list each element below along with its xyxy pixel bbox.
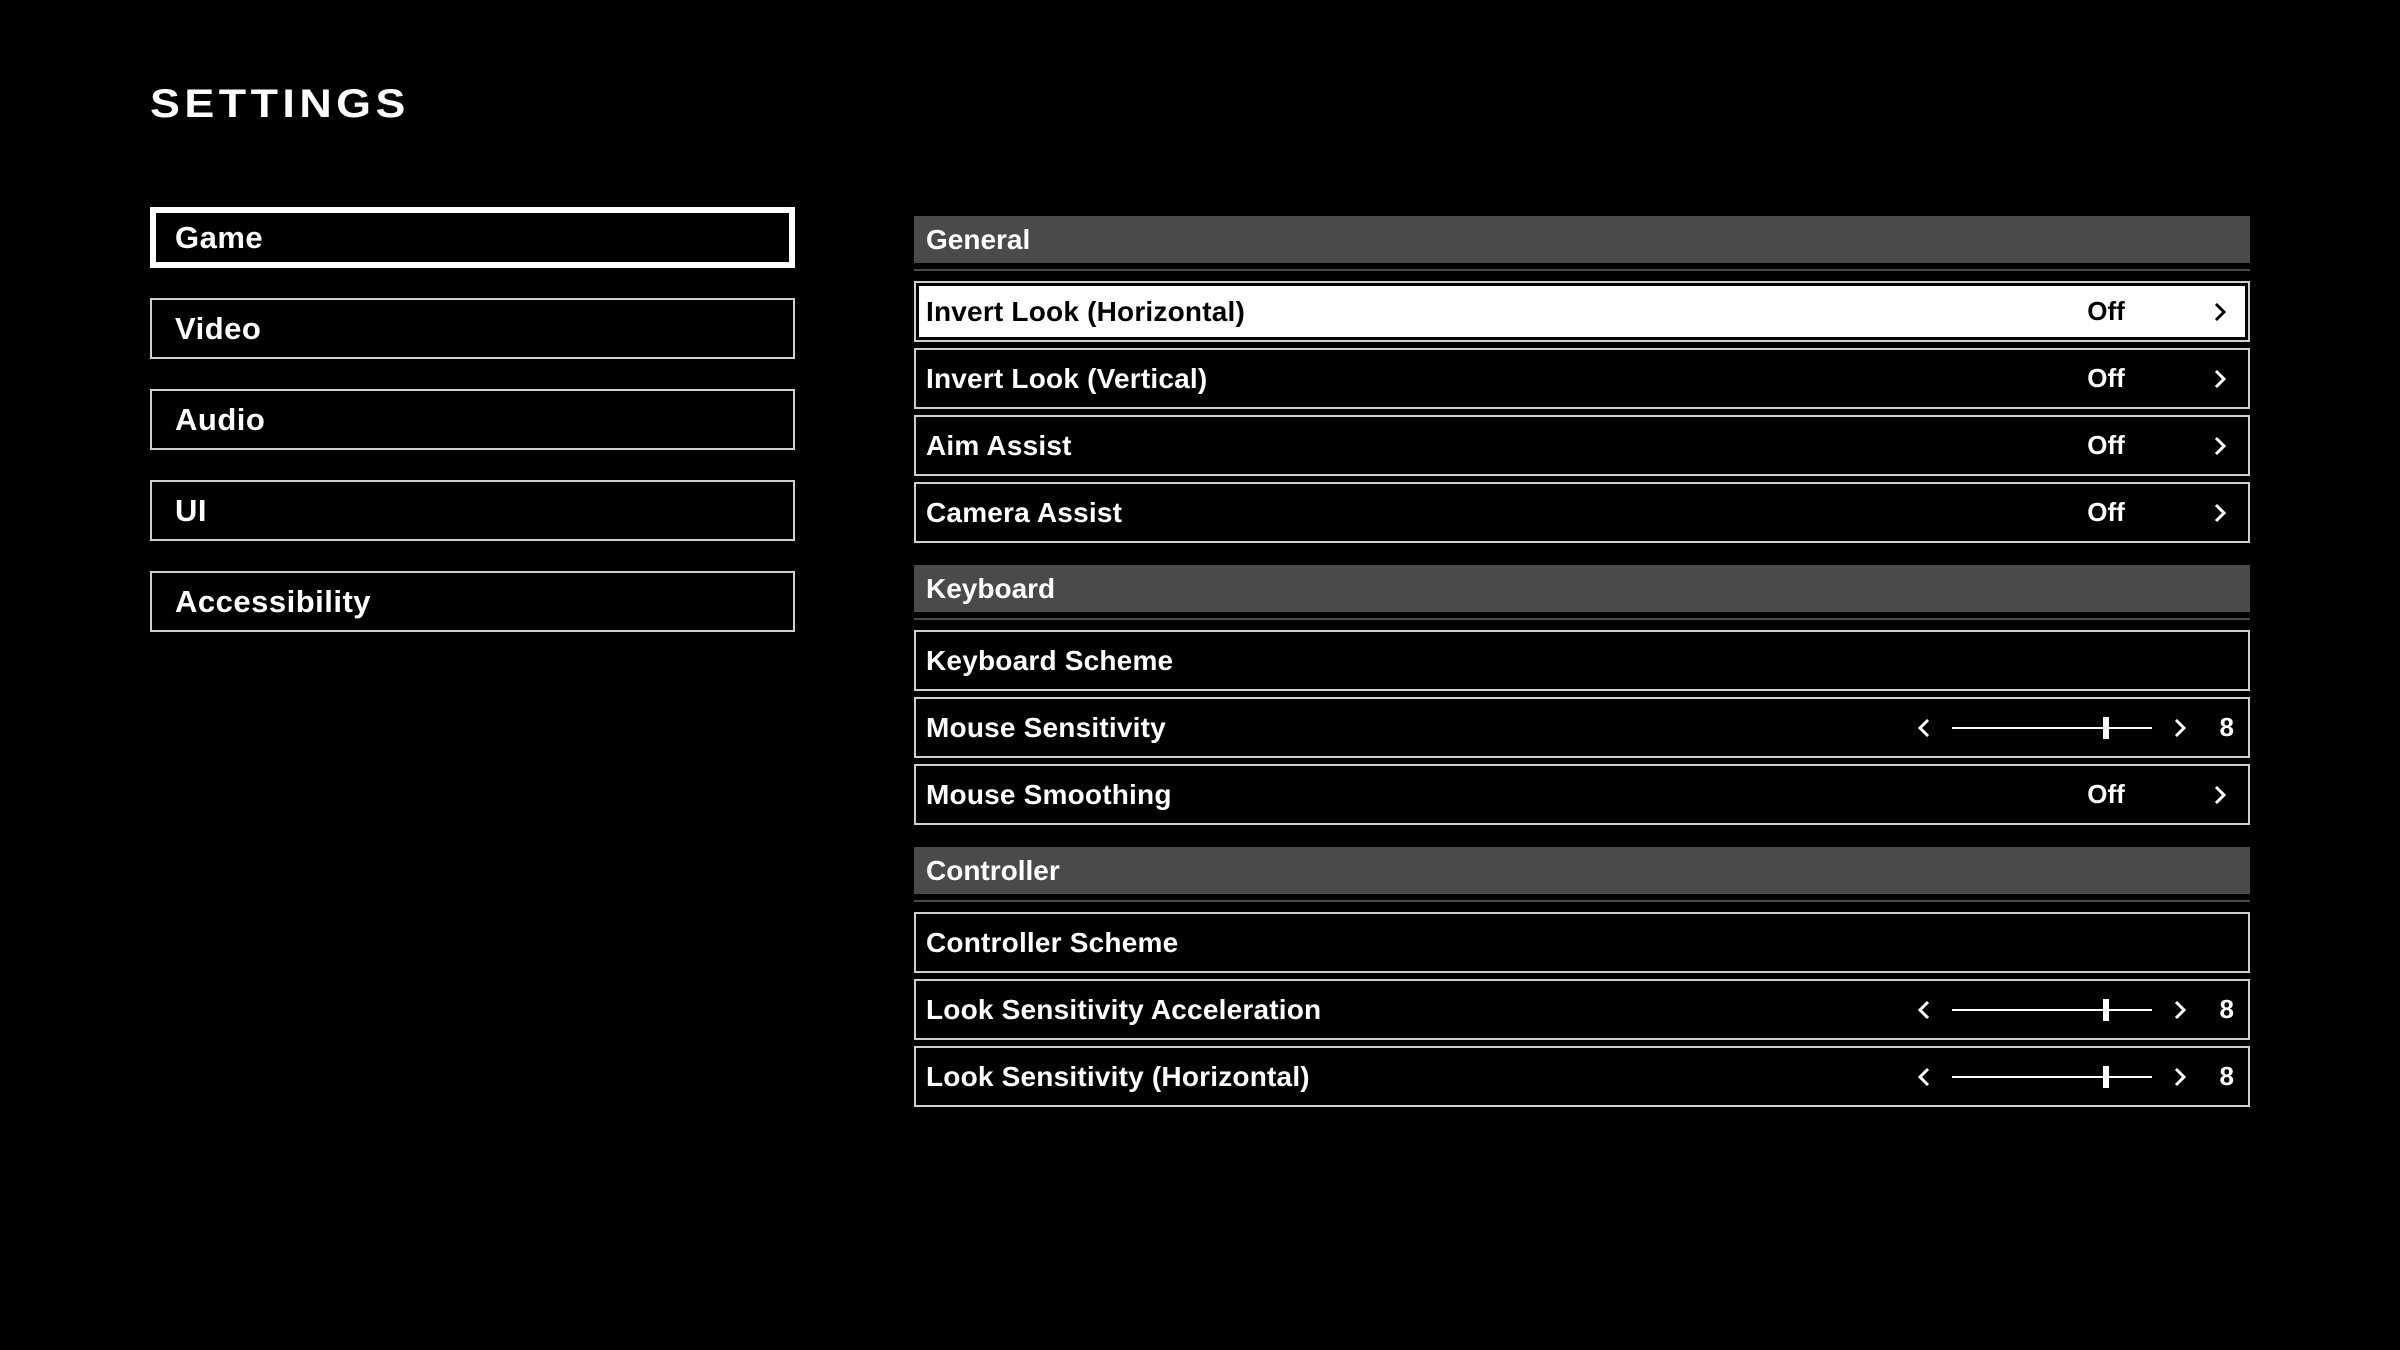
nav-item-audio[interactable] xyxy=(150,389,795,450)
setting-camera-assist[interactable] xyxy=(914,482,2250,543)
look-horizontal-slider xyxy=(1910,1061,2234,1092)
nav-item-video[interactable] xyxy=(150,298,795,359)
setting-mouse-sensitivity[interactable] xyxy=(914,697,2250,758)
setting-invert-look-horizontal[interactable] xyxy=(914,281,2250,342)
setting-look-sensitivity-acceleration[interactable] xyxy=(914,979,2250,1040)
slider-thumb[interactable] xyxy=(2103,717,2109,739)
slider-line xyxy=(1952,1076,2152,1078)
chevron-right-icon[interactable] xyxy=(2206,781,2234,809)
section-header-keyboard xyxy=(914,565,2250,612)
page-title: SETTINGS xyxy=(150,82,410,126)
look-acceleration-slider xyxy=(1910,994,2234,1025)
section-label: Controller xyxy=(926,854,1060,886)
slider-track[interactable] xyxy=(1952,1065,2152,1089)
setting-invert-look-vertical[interactable] xyxy=(914,348,2250,409)
setting-label: Look Sensitivity (Horizontal) xyxy=(926,1060,1310,1092)
setting-value: Off xyxy=(2087,430,2125,460)
chevron-right-icon[interactable] xyxy=(2166,1063,2194,1091)
setting-mouse-smoothing[interactable] xyxy=(914,764,2250,825)
nav-item-label: Audio xyxy=(175,401,266,437)
slider-value: 8 xyxy=(2219,712,2234,742)
setting-aim-assist[interactable] xyxy=(914,415,2250,476)
setting-label: Keyboard Scheme xyxy=(926,644,1174,676)
setting-label: Aim Assist xyxy=(926,429,1072,461)
slider-track[interactable] xyxy=(1952,716,2152,740)
section-label: Keyboard xyxy=(926,572,1056,604)
setting-value: Off xyxy=(2087,296,2125,326)
nav-item-label: Accessibility xyxy=(175,583,372,619)
slider-thumb[interactable] xyxy=(2103,1066,2109,1088)
chevron-left-icon[interactable] xyxy=(1910,1063,1938,1091)
slider-line xyxy=(1952,727,2152,729)
chevron-right-icon[interactable] xyxy=(2166,996,2194,1024)
setting-label: Invert Look (Horizontal) xyxy=(926,295,1246,327)
chevron-right-icon[interactable] xyxy=(2206,432,2234,460)
section-header-controller xyxy=(914,847,2250,894)
setting-value: Off xyxy=(2087,497,2125,527)
setting-look-sensitivity-horizontal[interactable] xyxy=(914,1046,2250,1107)
setting-label: Camera Assist xyxy=(926,496,1123,528)
chevron-left-icon[interactable] xyxy=(1910,714,1938,742)
chevron-right-icon[interactable] xyxy=(2166,714,2194,742)
section-label: General xyxy=(926,223,1031,255)
nav-item-label: Video xyxy=(175,310,262,346)
slider-track[interactable] xyxy=(1952,998,2152,1022)
chevron-right-icon[interactable] xyxy=(2206,365,2234,393)
setting-label: Invert Look (Vertical) xyxy=(926,362,1208,394)
slider-thumb[interactable] xyxy=(2103,999,2109,1021)
slider-value: 8 xyxy=(2219,1061,2234,1091)
nav-item-label: Game xyxy=(175,219,264,255)
setting-value: Off xyxy=(2087,779,2125,809)
settings-category-nav xyxy=(150,207,795,662)
setting-label: Controller Scheme xyxy=(926,926,1179,958)
setting-label: Mouse Smoothing xyxy=(926,778,1172,810)
chevron-left-icon[interactable] xyxy=(1910,996,1938,1024)
nav-item-label: UI xyxy=(175,492,207,528)
setting-label: Look Sensitivity Acceleration xyxy=(926,993,1322,1025)
setting-keyboard-scheme[interactable] xyxy=(914,630,2250,691)
mouse-sensitivity-slider xyxy=(1910,712,2234,743)
section-header-general xyxy=(914,216,2250,263)
slider-line xyxy=(1952,1009,2152,1011)
nav-item-ui[interactable] xyxy=(150,480,795,541)
nav-item-accessibility[interactable] xyxy=(150,571,795,632)
nav-item-game[interactable] xyxy=(150,207,795,268)
slider-value: 8 xyxy=(2219,994,2234,1024)
setting-controller-scheme[interactable] xyxy=(914,912,2250,973)
chevron-right-icon[interactable] xyxy=(2206,298,2234,326)
setting-value: Off xyxy=(2087,363,2125,393)
setting-label: Mouse Sensitivity xyxy=(926,711,1166,743)
chevron-right-icon[interactable] xyxy=(2206,499,2234,527)
settings-list xyxy=(914,216,2250,1113)
